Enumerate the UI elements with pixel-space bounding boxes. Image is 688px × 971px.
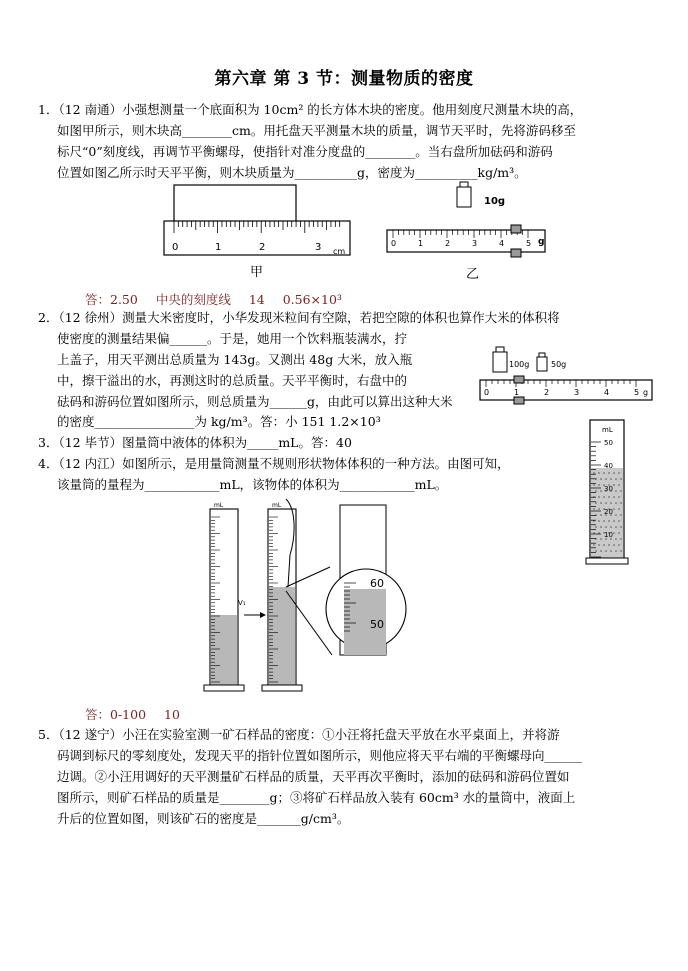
q5-line-4: 图所示，则矿石样品的质量是________g；③将矿石样品放入装有 60cm³ 水的量筒中，液面上 <box>57 790 576 805</box>
liquid-dot <box>595 526 597 528</box>
liquid-dot <box>603 472 605 474</box>
cylinder-a-base <box>204 685 244 691</box>
q2-line-6: 的密度________________为 kg/m³。答：小 151 1.2×10³ <box>57 414 381 429</box>
liquid-dot <box>620 526 622 528</box>
scale2-tick-0: 0 <box>484 388 490 397</box>
liquid-dot <box>610 478 612 480</box>
cylinder-b-water <box>269 587 295 686</box>
figure-label-yi: 乙 <box>466 267 480 282</box>
cylinder-q3-tick-20: 20 <box>604 508 613 516</box>
liquid-dot <box>598 532 600 534</box>
liquid-dot <box>618 544 620 546</box>
cylinder-b-unit: mL <box>272 502 282 509</box>
liquid-dot <box>608 472 610 474</box>
scale1-tick-4: 4 <box>499 239 505 248</box>
liquid-dot <box>603 544 605 546</box>
liquid-dot <box>620 514 622 516</box>
wood-block <box>174 185 296 225</box>
scale2-tick-5: 5 <box>634 388 640 397</box>
liquid-dot <box>620 538 622 540</box>
cylinder-q3-tick-10: 10 <box>604 531 613 539</box>
weight-100g-knob <box>496 347 504 352</box>
liquid-dot <box>618 496 620 498</box>
v1-label: V₁ <box>238 599 246 607</box>
q1-line-1: 1．（12 南通）小强想测量一个底面积为 10cm² 的长方体木块的密度。他用刻度尺测量木块的高， <box>38 102 583 117</box>
liquid-dot <box>595 502 597 504</box>
beam-scale-2 <box>480 380 652 400</box>
q5-line-3: 边调。②小汪用调好的天平测量矿石样品的质量，天平再次平衡时，添加的砝码和游码位置如 <box>57 769 570 784</box>
q4-answer-2: 10 <box>164 707 180 722</box>
liquid-dot <box>595 550 597 552</box>
liquid-dot <box>595 490 597 492</box>
liquid-dot <box>613 472 615 474</box>
scale1-tick-0: 0 <box>391 239 397 248</box>
liquid-dot <box>620 478 622 480</box>
weight-100g-icon <box>493 352 507 372</box>
liquid-dot <box>615 478 617 480</box>
rider2-top <box>514 376 524 383</box>
liquid-dot <box>618 472 620 474</box>
liquid-dot <box>615 502 617 504</box>
liquid-dot <box>610 502 612 504</box>
cylinder-q3-unit: mL <box>602 426 613 434</box>
liquid-dot <box>598 472 600 474</box>
q1-answer-3: 14 <box>248 292 265 307</box>
q5-line-2: 码调到标尺的零刻度处，发现天平的指针位置如图所示，则他应将天平右端的平衡螺母向______ <box>57 748 583 763</box>
q4-answer <box>85 705 194 723</box>
rider-bottom <box>511 249 521 257</box>
q1-answer-2: 中央的刻度线 <box>155 292 231 307</box>
q1-line-3: 标尺“0”刻度线，再调节平衡螺母，使指针对准分度盘的________。当右盘所加砝码和游码 <box>57 144 553 159</box>
liquid-dot <box>605 502 607 504</box>
liquid-dot <box>600 550 602 552</box>
arrow-head-icon <box>260 612 266 618</box>
rider2-bottom <box>514 397 524 404</box>
weight-10g-label: 10g <box>484 196 506 207</box>
liquid-dot <box>608 496 610 498</box>
liquid-dot <box>598 496 600 498</box>
q1-answer <box>85 290 356 308</box>
liquid-dot <box>610 550 612 552</box>
liquid-dot <box>600 514 602 516</box>
q5-line-5: 升后的位置如图，则该矿石的密度是_______g/cm³。 <box>57 811 350 826</box>
weight-50g-icon <box>537 357 547 371</box>
liquid-dot <box>593 472 595 474</box>
scale2-tick-3: 3 <box>574 388 580 397</box>
liquid-dot <box>605 478 607 480</box>
q1-line-2: 如图甲所示，则木块高________cm。用托盘天平测量木块的质量，调节天平时，先将游码移至 <box>57 123 576 138</box>
figure-balance-scale-2 <box>476 344 656 406</box>
liquid-dot <box>613 508 615 510</box>
q2-line-5: 砝码和游码位置如图所示，则总质量为______g，由此可以算出这种大米 <box>57 394 453 409</box>
cylinder-q3-tick-30: 30 <box>604 485 613 493</box>
liquid-dot <box>613 496 615 498</box>
liquid-dot <box>618 484 620 486</box>
liquid-dot <box>598 508 600 510</box>
liquid-dot <box>600 490 602 492</box>
liquid-dot <box>620 490 622 492</box>
figure-cylinder-q3 <box>582 418 632 568</box>
liquid-dot <box>593 544 595 546</box>
liquid-dot <box>600 526 602 528</box>
q1-answer-1: 答：2.50 <box>85 292 138 307</box>
weight-50g-knob <box>539 353 545 357</box>
liquid-dot <box>593 484 595 486</box>
liquid-dot <box>613 484 615 486</box>
q5-line-1: 5．（12 遂宁）小汪在实验室测一矿石样品的密度：①小汪将托盘天平放在水平桌面上，并将游 <box>38 727 560 742</box>
q1-answer-4: 0.56×10³ <box>282 292 342 307</box>
scale1-tick-2: 2 <box>445 239 451 248</box>
weight-10g-icon <box>457 187 471 207</box>
page-title: 第六章 第 3 节：测量物质的密度 <box>214 69 474 89</box>
liquid-dot <box>598 544 600 546</box>
liquid-dot <box>615 490 617 492</box>
weight-knob <box>460 182 468 187</box>
figure-balance-scale-1 <box>383 178 553 262</box>
scale1-tick-3: 3 <box>472 239 478 248</box>
liquid-dot <box>613 532 615 534</box>
liquid-dot <box>615 538 617 540</box>
liquid-dot <box>618 508 620 510</box>
cylinder-q3-base <box>586 558 628 564</box>
q4-line-1: 4．（12 内江）如图所示，是用量筒测量不规则形状物体体积的一种方法。由图可知， <box>38 456 510 471</box>
liquid-dot <box>615 550 617 552</box>
liquid-dot <box>618 520 620 522</box>
liquid-dot <box>605 526 607 528</box>
figure-cylinders-q4 <box>200 495 420 700</box>
figure-ruler-block <box>160 183 360 263</box>
liquid-dot <box>620 550 622 552</box>
scale1-unit: g <box>538 237 545 247</box>
liquid-dot <box>593 532 595 534</box>
scale2-tick-4: 4 <box>604 388 610 397</box>
q2-line-4: 中，擦干溢出的水，再测这时的总质量。天平平衡时，右盘中的 <box>57 373 408 388</box>
ruler-tick-0: 0 <box>172 242 179 253</box>
cylinder-q3-tick-50: 50 <box>604 439 613 447</box>
liquid-dot <box>615 526 617 528</box>
liquid-dot <box>618 532 620 534</box>
liquid-dot <box>613 520 615 522</box>
weight-50g-label: 50g <box>551 360 567 369</box>
q2-line-3: 上盖子，用天平测出总质量为 143g。又测出 48g 大米，放入瓶 <box>57 352 413 367</box>
q2-line-1: 2．（12 徐州）测量大米密度时，小华发现米粒间有空隙，若把空隙的体积也算作大米的体积将 <box>38 310 560 325</box>
liquid-dot <box>615 514 617 516</box>
ruler-tick-2: 2 <box>259 242 266 253</box>
rider-top <box>511 225 521 233</box>
liquid-dot <box>593 508 595 510</box>
q4-answer-1: 答：0-100 <box>85 707 147 722</box>
ruler-unit: cm <box>333 247 346 256</box>
liquid-dot <box>620 502 622 504</box>
liquid-dot <box>600 478 602 480</box>
weight-100g-label: 100g <box>509 360 530 369</box>
liquid-dot <box>603 520 605 522</box>
q3-line: 3．（12 毕节）图量筒中液体的体积为_____mL。答：40 <box>38 435 352 450</box>
q2-line-2: 使密度的测量结果偏______。于是，她用一个饮料瓶装满水，拧 <box>57 331 408 346</box>
liquid-dot <box>608 544 610 546</box>
figure-label-jia: 甲 <box>250 265 264 280</box>
scale2-tick-1: 1 <box>514 388 520 397</box>
liquid-dot <box>603 496 605 498</box>
zoom-tick-50: 50 <box>370 618 384 631</box>
liquid-dot <box>600 538 602 540</box>
liquid-dot <box>600 502 602 504</box>
cylinder-b-base <box>262 685 302 691</box>
q1-line-4: 位置如图乙所示时天平平衡，则木块质量为__________g，密度为__________kg/m³。 <box>57 165 527 180</box>
q4-line-2: 该量筒的量程为____________mL，该物体的体积为____________mL。 <box>57 477 448 492</box>
scale1-tick-1: 1 <box>418 239 424 248</box>
scale2-unit: g <box>643 388 649 397</box>
liquid-dot <box>605 550 607 552</box>
liquid-dot <box>608 520 610 522</box>
liquid-dot <box>610 526 612 528</box>
liquid-dot <box>598 484 600 486</box>
scale1-tick-5: 5 <box>526 239 532 248</box>
cylinder-a-unit: mL <box>214 502 224 509</box>
ruler-tick-3: 3 <box>315 242 322 253</box>
cylinder-q3-tick-40: 40 <box>604 462 613 470</box>
scale2-tick-2: 2 <box>544 388 550 397</box>
ruler-tick-1: 1 <box>215 242 222 253</box>
zoom-tick-60: 60 <box>370 577 384 590</box>
liquid-dot <box>613 544 615 546</box>
liquid-dot <box>598 520 600 522</box>
